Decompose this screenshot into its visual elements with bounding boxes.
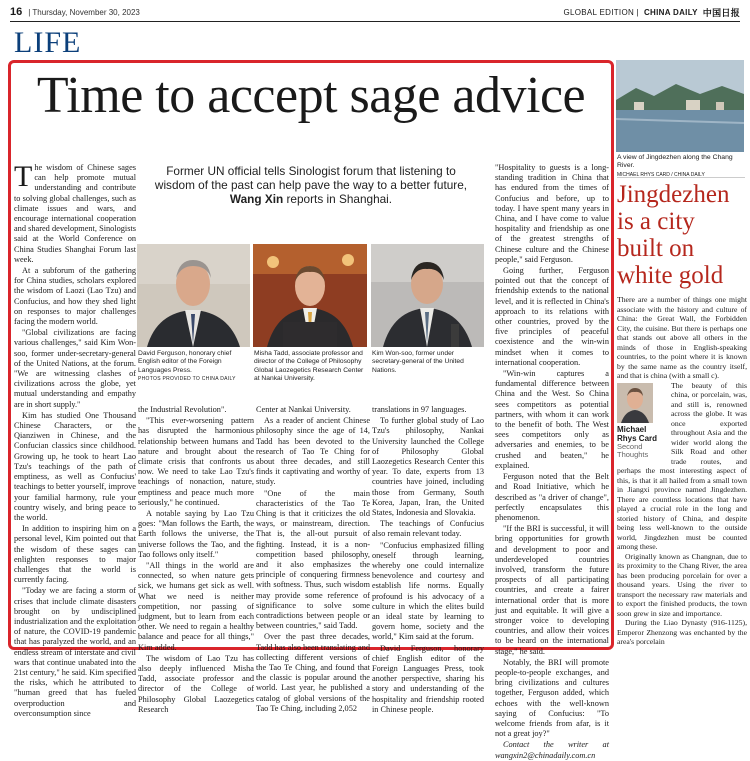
photo-credit: PHOTOS PROVIDED TO CHINA DAILY — [138, 376, 236, 383]
article-column-5 — [495, 163, 609, 760]
paragraph: Center at Nankai University. — [256, 405, 351, 414]
paragraph: The wisdom of Lao Tzu has also deeply influenced Misha Tadd, associate professor and director of the College of Philosophy Global Laozegetics Research — [138, 653, 254, 714]
sidebar-photo-caption — [617, 154, 745, 179]
paragraph: A notable saying by Lao Tzu goes: "Man follows the Earth, the Earth follows the universe, the universe follows the Tao, and the Tao follows only itself." — [138, 509, 254, 559]
columnist-byline — [617, 383, 667, 459]
paragraph: "If the BRI is successful, it will bring opportunities for growth and development to poor and underdeveloped countries involved, transform the future prospects of all participating countries, and create a fairer international order that is more just and equitable. It will give a stronger voice to developing countries, and allow their voices to be heard on the international stage," he said. — [495, 524, 609, 656]
issue-date: | Thursday, November 30, 2023 — [28, 7, 140, 17]
sidebar-photo-jingdezhen — [616, 60, 744, 152]
photo-kim-won-soo — [371, 244, 484, 347]
section-title: LIFE — [14, 26, 82, 59]
caption-text: Kim Won-soo, former under secretary-general of the United Nations. — [372, 350, 464, 374]
page-header — [10, 4, 740, 20]
paragraph: Kim has studied One Thousand Chinese Characters, or the Qianziwen in Chinese, and the Confucian classics since childhood. Growing up, he took to heart Lao Tzu's teachings of the path of emptiness, as well as Confucius' teachings to better yourself, improve your familial harmony, rule your country wisely, and bring peace to the world. — [14, 410, 136, 522]
paragraph: he wisdom of Chinese sages can help promote mutual understanding and contribute to solving global challenges, such as climate issues and wars, and encourage international cooperation and shared development, Sinologists said at the World Conference on China Studies Shanghai Forum last week. — [14, 163, 136, 264]
paragraph: "Today we are facing a storm of crises that include climate disasters brought on by undisciplined industrialization and the exploitation of nature, the COVID-19 pandemic that has paralyzed the world, and an endless stream of interstate and civil wars that continue unabated into the 21st century," he said. Kim specified the risks, which he attributed to "human greed that has fueled overproduction and overconsumption since — [14, 586, 136, 718]
paragraph: To further global study of Lao Tzu's philosophy, Nankai University launched the College of Philosophy Global Laozegetics Research Center this year. To date, experts from 13 countries have joined, including those from Germany, South Korea, Japan, Iran, the United States, Indonesia and Slovakia. — [372, 416, 484, 518]
paragraph: Over the past three decades, Tadd has also been translating and collecting different versions of the Tao Te Ching, and found that the classic is popular around the world. Last year, he published a catalog of global versions of the Tao Te Ching, including 2,052 — [256, 632, 370, 713]
paragraph: "Confucius emphasized filling oneself through learning, whereby one could internalize benevolence and courtesy and establish life norms. Equally profound is his advocacy of a culture in which the elites build an ideal state by learning to govern home, society and the world," Kim said at the forum. — [372, 540, 484, 642]
columnist-name: Michael Rhys Card — [617, 424, 658, 443]
paragraph: "Global civilizations are facing various challenges," said Kim Won-soo, former under-secretary-general of the United Nations, at the forum. "We are witnessing clashes of civilizations across the globe, yet mutual understanding and empathy are in short supply." — [14, 328, 136, 409]
paragraph: "Win-win captures a fundamental difference between China and the West. So China sees competitors as potential partners, with whom it can work to the benefit of both. The West sees competitors only as adversaries and enemies, to be crushed and beaten," he explained. — [495, 369, 609, 470]
article-column-3 — [256, 405, 370, 713]
caption-text: A view of Jingdezhen along the Chang River. — [617, 154, 733, 170]
paragraph: "This ever-worsening pattern has disrupted the harmonious relationship between humans and nature and brought about the climate crisis that confronts us now. We need to take Lao Tzu's teachings of nonaction, nature, emptiness and peace much more seriously," he continued. — [138, 416, 254, 507]
caption-text: Misha Tadd, associate professor and director of the College of Philosophy Global Laozegetics Research Center at Nankai University. — [254, 350, 364, 383]
paragraph: The teachings of Confucius also remain relevant today. — [372, 519, 484, 539]
paragraph: Notably, the BRI will promote people-to-people exchanges, and bring civilizations and cultures together, Ferguson added, which echoes with the well-known saying of Confucius: "To welcome friends from afar, is it not a great joy?" — [495, 657, 609, 739]
photo-credit: MICHAEL RHYS CARD / CHINA DAILY — [617, 171, 705, 178]
paragraph: The beauty of this china, or porcelain, was, and still is, renowned across the globe. It was once exported throughout Asia and the wider world along the Silk Road and other trade routes, and perhaps the most interesting aspect of this, is that it all hailed from a small town in Jiangxi province named Jingdezhen. There are countless locations that have played a crucial role in the long and storied history of China, and despite being less well-known to the outside world, Jingdezhen must be counted among these. — [617, 380, 747, 551]
paragraph: "All things in the world are connected, so when nature gets sick, we humans get sick as well. What we need is neither competition, nor passing of judgment, but to learn from each other. We need to regain a healthy balance and peace for all things," Kim added. — [138, 561, 254, 652]
brand-name: CHINA DAILY — [643, 7, 698, 17]
paragraph: "One of the main characteristics of the Tao Te Ching is that it criticizes the old ways, or mainstream, direction. That is, the all-out pursuit of fighting. Instead, it is a non-competition based philosophy, and it also emphasizes the principle of conquering firmness with softness. Thus, such wisdom may provide some reference of significance to solve some contradictions between people or between countries," said Tadd. — [256, 488, 370, 631]
masthead-brand — [563, 6, 740, 19]
sidebar-rule — [617, 177, 745, 178]
paragraph: There are a number of things one might associate with the history and culture of China: the Great Wall, the Forbidden City, the cuisine. But there is perhaps one that stands out above all others in the minds of those in English-speaking countries, to the point where it is known by the same name as the country itself, and that is china (with a small c). — [617, 295, 747, 380]
article-column-4 — [372, 405, 484, 714]
article-column-2 — [138, 405, 254, 714]
paragraph: the Industrial Revolution". — [138, 405, 227, 414]
paragraph: Ferguson noted that the Belt and Road Initiative, which he described as "a driver of change", perfectly encapsulates this phenomenon. — [495, 472, 609, 522]
article-deck — [146, 164, 476, 206]
page-number: 16 — [10, 6, 23, 18]
paragraph: During the Liao Dynasty (916-1125), Emperor Zhenzong was enchanted by the area's porcelain — [617, 618, 747, 646]
writer-contact: Contact the writer at wangxin2@chinadaily.com.cn — [495, 740, 609, 760]
header-rule — [10, 21, 740, 22]
photo-caption-kim — [372, 350, 484, 375]
paragraph: translations in 97 languages. — [372, 405, 467, 414]
photo-caption-tadd — [254, 350, 367, 384]
sidebar-body — [617, 295, 747, 653]
photo-caption-ferguson — [138, 350, 250, 384]
article-column-1 — [14, 160, 136, 718]
paragraph: As a reader of ancient Chinese philosophy since the age of 14, Tadd has been devoted to the research of Tao Te Ching for about three decades, and still finds it captivating and worthy of study. — [256, 416, 370, 487]
deck-author: Wang Xin — [229, 192, 284, 206]
avatar — [617, 383, 653, 423]
article-headline: Time to accept sage advice — [36, 67, 586, 124]
brand-name-chinese: 中国日报 — [702, 8, 740, 19]
paragraph: Going further, Ferguson pointed out that the concept of friendship extends to the national level, and it is reflected in China's approach to its relations with other countries, proved by the five principles of peaceful coexistence and the win-win mindset when it comes to international cooperation. — [495, 266, 609, 367]
deck-tail: reports in Shanghai. — [286, 192, 393, 206]
deck-lead: Former UN official tells Sinologist forum that listening to wisdom of the past can help pave the way to a better future, — [154, 164, 468, 192]
photo-misha-tadd — [253, 244, 367, 347]
paragraph: "Hospitality to guests is a long-standing tradition in China that has endured from the times of Confucius and before, up to today. I have spent many years in China, and I have come to value hospitality and friendship as one of the greatest strengths of Chinese culture and the Chinese people," said Ferguson. — [495, 163, 609, 264]
paragraph: Originally known as Changnan, due to its proximity to the Chang River, the area has been producing porcelain for over a thousand years. Using the river to transport the necessary raw materials and to export the finished products, the town soon grew in size and importance. — [617, 551, 747, 618]
drop-cap: T — [14, 160, 33, 193]
caption-text: David Ferguson, honorary chief English editor of the Foreign Languages Press. — [138, 350, 232, 374]
edition-label: GLOBAL EDITION | — [563, 7, 639, 17]
paragraph: At a subforum of the gathering for China studies, scholars explored the wisdom of Laozi (Lao Tzu) and Confucius, and how they shed light on responses to major challenges facing the modern world. — [14, 266, 136, 327]
photo-david-ferguson — [137, 244, 250, 347]
paragraph: In addition to inspiring him on a personal level, Kim pointed out that the wisdom of these sages can enlighten responses to major challenges that the world is currently facing. — [14, 524, 136, 585]
sidebar-headline: Jingdezhen is a city built on white gold — [617, 181, 730, 289]
column-name: Second Thoughts — [617, 441, 649, 459]
paragraph: David Ferguson, honorary chief English editor of the Foreign Languages Press, took another perspective, sharing his story and understanding of the hospitality and friendship rooted in Chinese people. — [372, 643, 484, 714]
